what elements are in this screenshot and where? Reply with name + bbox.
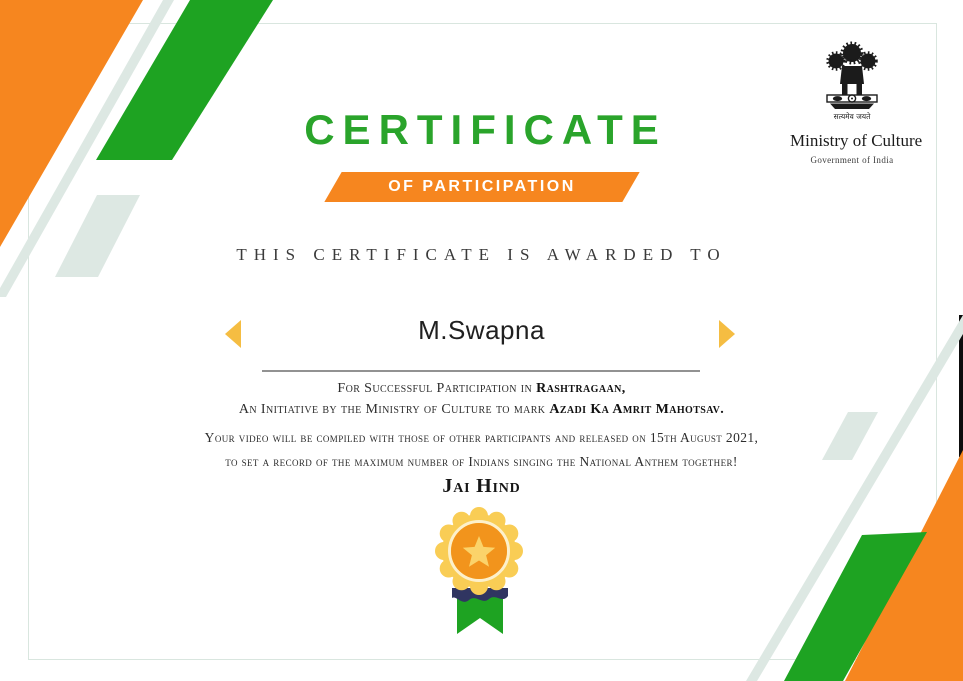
statement-line1-highlight: Rashtragaan, xyxy=(536,381,626,396)
release-line2: to set a record of the maximum number of Indians singing the National Anthem together! xyxy=(225,454,738,469)
recipient-name: M.Swapna xyxy=(418,315,545,345)
subtitle-banner xyxy=(324,172,639,202)
participation-statement xyxy=(0,378,963,420)
ministry-name: Ministry of Culture xyxy=(790,131,923,150)
release-statement xyxy=(0,426,963,474)
name-underline xyxy=(262,370,700,372)
emblem-motto: सत्यमेव जयते xyxy=(833,112,871,121)
national-emblem-icon xyxy=(821,40,883,110)
salutation: Jai Hind xyxy=(442,475,521,497)
statement-line2-highlight: Azadi Ka Amrit Mahotsav. xyxy=(549,402,725,417)
release-line1: Your video will be compiled with those of other participants and released on 15th August 2021, xyxy=(204,430,759,445)
ministry-subtitle: Government of India xyxy=(810,155,894,165)
ministry-block xyxy=(790,40,923,165)
statement-line1: For Successful Participation in xyxy=(337,381,533,396)
statement-line2: An Initiative by the Ministry of Culture to mark xyxy=(238,402,546,417)
certificate-title: CERTIFICATE xyxy=(304,106,667,153)
subtitle-text: OF PARTICIPATION xyxy=(388,178,576,195)
awarded-to-label: THIS CERTIFICATE IS AWARDED TO xyxy=(236,245,727,264)
